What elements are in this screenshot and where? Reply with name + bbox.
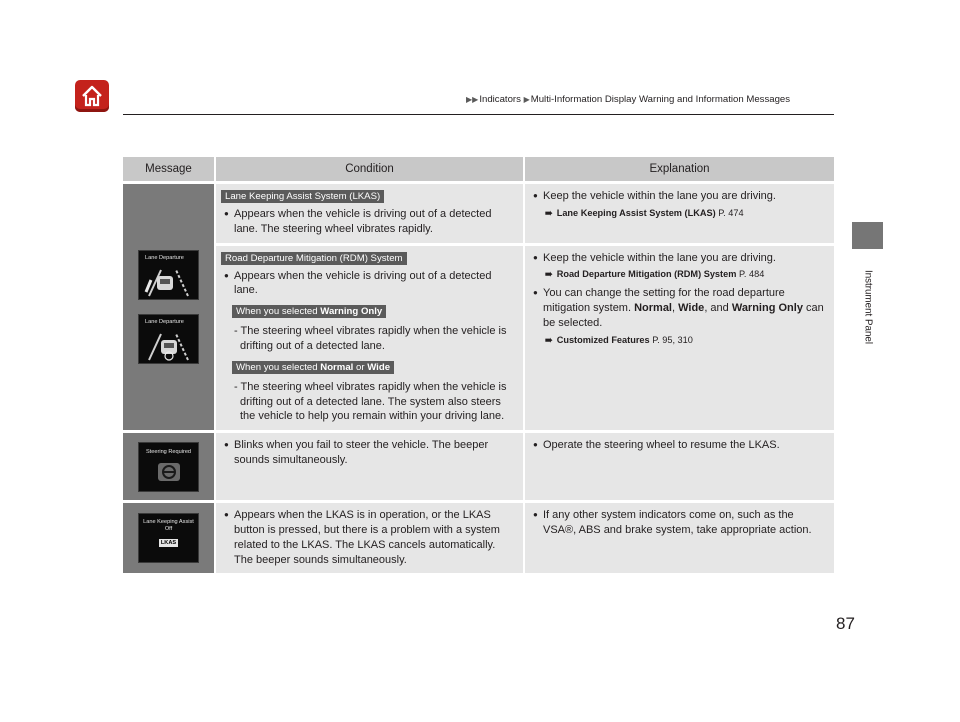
display-steering-required: Steering Required: [138, 442, 199, 492]
breadcrumb-item-indicators[interactable]: Indicators: [479, 94, 521, 105]
reference-arrow-icon: ➠: [545, 269, 553, 280]
condition-cell: [216, 500, 525, 573]
header-divider: [123, 114, 834, 115]
column-header-message: Message: [123, 157, 216, 181]
table-row: [123, 500, 834, 573]
page-number: 87: [836, 614, 855, 633]
message-image-lkas-off: [123, 500, 216, 573]
display-lane-departure-1: Lane Departure: [138, 250, 199, 300]
explanation-cell: [525, 500, 834, 573]
table-header-row: [123, 157, 834, 181]
message-image-steering-required: [123, 430, 216, 500]
explanation-text: ● Keep the vehicle within the lane you are driving.: [533, 251, 826, 266]
condition-text: ● Appears when the LKAS is in operation, or the LKAS button is pressed, but there is a problem with a system related to the LKAS. The LKAS cancels automatically. The beeper sounds simultaneously.: [224, 508, 515, 567]
sub-condition-text: - The steering wheel vibrates rapidly when the vehicle is drifting out of a detected lane. The system also steers the vehicle to help you remain within your driving lane.: [234, 380, 507, 423]
reference-arrow-icon: ➠: [545, 207, 553, 218]
explanation-text: ● You can change the setting for the road departure mitigation system. Normal, Wide, and Warning Only can be selected.: [533, 286, 826, 330]
tag-warning-only: When you selected Warning Only: [232, 305, 386, 318]
breadcrumb: [466, 94, 790, 105]
display-lkas-off: Lane Keeping Assist Off LKAS: [138, 513, 199, 563]
sub-condition-text: - The steering wheel vibrates rapidly when the vehicle is drifting out of a detected lane.: [234, 325, 507, 352]
section-label: Instrument Panel: [862, 269, 873, 345]
table-row: [123, 181, 834, 243]
condition-cell: [216, 430, 525, 500]
chevron-right-icon: ▶: [523, 95, 530, 104]
tag-lkas: Lane Keeping Assist System (LKAS): [221, 190, 384, 203]
column-header-explanation: Explanation: [525, 157, 834, 181]
lane-departure-icon: [141, 262, 196, 298]
explanation-text: ● Operate the steering wheel to resume the LKAS.: [533, 438, 826, 453]
explanation-text: ● If any other system indicators come on, such as the VSA®, ABS and brake system, take appropriate action.: [533, 508, 826, 538]
table-row: [123, 243, 834, 431]
explanation-cell: [525, 430, 834, 500]
column-header-condition: Condition: [216, 157, 525, 181]
lane-departure-steering-icon: [141, 326, 196, 362]
tag-rdm: Road Departure Mitigation (RDM) System: [221, 252, 407, 265]
explanation-text: ● Keep the vehicle within the lane you are driving.: [533, 189, 826, 204]
double-chevron-right-icon: ▶▶: [466, 95, 479, 104]
condition-text: ● Blinks when you fail to steer the vehicle. The beeper sounds simultaneously.: [224, 438, 515, 468]
section-tab[interactable]: [852, 222, 883, 249]
condition-text: ● Appears when the vehicle is driving out of a detected lane. The steering wheel vibrates rapidly.: [224, 207, 515, 237]
explanation-cell: [525, 181, 834, 243]
home-icon: [80, 84, 104, 108]
message-table: [123, 157, 834, 573]
tag-normal-wide: When you selected Normal or Wide: [232, 361, 394, 374]
message-image-lane-departure: [123, 181, 216, 430]
condition-cell: [216, 181, 525, 243]
reference-link[interactable]: ➠ Customized Features P. 95, 310: [545, 334, 693, 345]
reference-arrow-icon: ➠: [545, 334, 553, 345]
condition-cell: [216, 243, 525, 431]
lkas-badge-icon: LKAS: [160, 540, 177, 547]
condition-text: ● Appears when the vehicle is driving out of a detected lane.: [224, 269, 515, 299]
breadcrumb-item-messages[interactable]: Multi-Information Display Warning and Information Messages: [530, 94, 791, 105]
steering-wheel-icon: [157, 462, 181, 482]
table-row: [123, 430, 834, 500]
explanation-cell: [525, 243, 834, 431]
reference-link[interactable]: ➠ Road Departure Mitigation (RDM) System P. 484: [545, 269, 765, 280]
reference-link[interactable]: ➠ Lane Keeping Assist System (LKAS) P. 474: [545, 207, 744, 218]
home-button[interactable]: [75, 80, 109, 112]
display-lane-departure-2: Lane Departure: [138, 314, 199, 364]
